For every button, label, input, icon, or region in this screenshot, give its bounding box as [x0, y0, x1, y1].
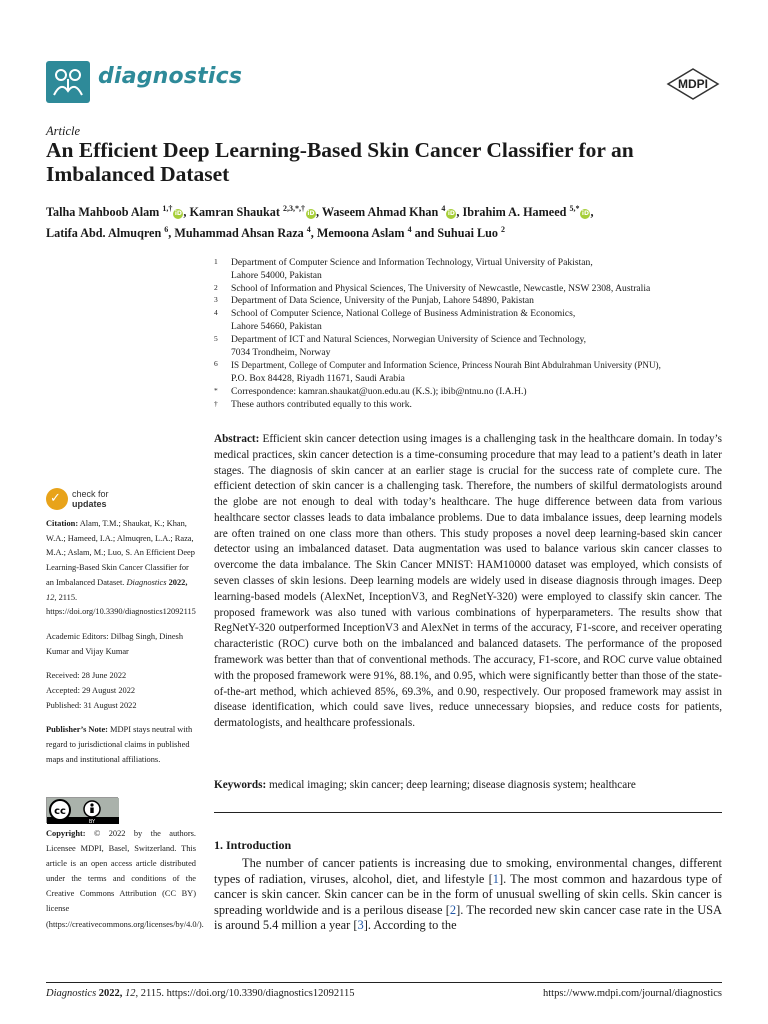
affiliation-mark: 4	[214, 308, 218, 318]
paragraph-text: ]. According to the	[363, 918, 457, 933]
affiliation-mark: *	[214, 385, 218, 395]
affiliation-item	[214, 295, 729, 308]
citation-volume: 12	[46, 592, 55, 602]
affiliation-text: School of Information and Physical Sciences, The University of Newcastle, Newcastle, NSW 2308, Australia	[231, 282, 651, 294]
copyright-block	[46, 826, 204, 932]
citation-block	[46, 517, 198, 620]
dates-block	[46, 669, 198, 713]
author-line-1: Talha Mahboob Alam $^{1,\dagger}$iD, Kamran Shaukat $^{2,3,*,\dagger}$iD, Waseem Ahmad Khan $^4$iD, Ibrahim A. Hameed $^{5,*}$iD,	[46, 204, 594, 220]
received-date: Received: 28 June 2022	[46, 671, 127, 681]
keywords-label: Keywords:	[214, 779, 267, 791]
affiliation-item	[214, 359, 729, 386]
affiliation-text: IS Department, College of Computer and Information Science, Princess Nourah Bint Abdulrahman University (PNU),	[231, 360, 661, 371]
author-name[interactable]: Suhuai Luo	[437, 226, 498, 241]
editors-block	[46, 630, 198, 659]
check-updates-label: updates	[72, 499, 107, 509]
author-name[interactable]: Waseem Ahmad Khan	[321, 205, 439, 220]
paragraph-text: ]. The recorded new skin cancer case rate in the USA is around 5.4 million a year [	[214, 902, 722, 933]
citation-doi[interactable]: , 2115. https://doi.org/10.3390/diagnostics12092115	[46, 592, 196, 617]
affiliation-text: P.O. Box 84428, Riyadh 11671, Saudi Arabia	[231, 373, 405, 385]
affiliation-mark: 3	[214, 295, 218, 305]
affiliation-text: Department of Computer Science and Information Technology, Virtual University of Pakistan,	[231, 257, 593, 268]
abstract-label: Abstract:	[214, 433, 260, 445]
affiliation-mark: 1	[214, 257, 218, 266]
footer-journal-url[interactable]: https://www.mdpi.com/journal/diagnostics	[543, 988, 722, 999]
published-date: Published: 31 August 2022	[46, 700, 137, 710]
paragraph-text: The number of cancer patients is increasing due to smoking, environmental changes, different types of radiation, viruses, alcohol, diet, and lifestyle [	[214, 856, 722, 886]
abstract	[214, 432, 722, 732]
section-heading: 1. Introduction	[214, 838, 292, 852]
svg-text:cc: cc	[54, 806, 66, 817]
orcid-icon[interactable]: iD	[581, 210, 589, 218]
author-name[interactable]: Muhammad Ahsan Raza	[174, 226, 304, 241]
footer-journal: Diagnostics	[46, 988, 97, 999]
editors-label: Academic Editors:	[46, 631, 109, 641]
author-name[interactable]: Latifa Abd. Almuqren	[46, 226, 162, 241]
paragraph-text: ]. The most common and hazardous type of cancer is skin cancer. Skin cancer can be in the form of unusual swelling of skin cells. Skin cancer is spreading worldwide and is a perilous disease [	[214, 871, 722, 917]
author-affiliation-mark: 4	[407, 225, 412, 235]
footer-divider	[46, 982, 722, 983]
keywords	[214, 778, 722, 793]
reference-link[interactable]: 3	[357, 918, 364, 933]
footer-year: 2022,	[96, 988, 126, 999]
author-name[interactable]: Memoona Aslam	[316, 226, 405, 241]
author-affiliation-mark: 5,*	[569, 204, 580, 213]
copyright-label: Copyright:	[46, 829, 86, 838]
affiliation-item	[214, 399, 729, 412]
footer-citation	[46, 988, 355, 999]
affiliations-list	[214, 257, 729, 412]
author-list	[46, 200, 726, 242]
citation-label: Citation:	[46, 519, 79, 528]
orcid-icon[interactable]: iD	[447, 210, 455, 218]
affiliation-item	[214, 257, 729, 283]
affiliation-item	[214, 308, 729, 334]
sidebar	[46, 517, 198, 778]
check-for-updates-button[interactable]	[46, 488, 156, 514]
author-name[interactable]: Talha Mahboob Alam	[46, 205, 160, 220]
author-affiliation-mark: 4	[306, 225, 311, 235]
author-name[interactable]: Kamran Shaukat	[189, 205, 280, 220]
svg-text:BY: BY	[88, 819, 96, 824]
keywords-text: medical imaging; skin cancer; deep learning; disease diagnosis system; healthcare	[266, 779, 636, 791]
author-name[interactable]: Ibrahim A. Hameed	[462, 205, 567, 220]
check-updates-label: check for	[72, 489, 109, 499]
publisher-note-text: MDPI stays neutral with regard to jurisdictional claims in published maps and institutional affiliations.	[46, 725, 193, 764]
author-affiliation-mark: 1,†	[162, 204, 173, 213]
citation-journal: Diagnostics	[126, 577, 167, 587]
author-affiliation-mark: 2,3,*,†	[282, 204, 305, 213]
author-affiliation-mark: 4	[441, 204, 446, 213]
editors-text: Dilbag Singh, Dinesh Kumar and Vijay Kumar	[46, 631, 184, 656]
paper-title: An Efficient Deep Learning-Based Skin Cancer Classifier for an Imbalanced Dataset	[46, 138, 634, 186]
correspondence-text[interactable]: Correspondence: kamran.shaukat@uon.edu.au (K.S.); ibib@ntnu.no (I.A.H.)	[231, 385, 527, 397]
affiliation-text: Lahore 54000, Pakistan	[231, 269, 322, 281]
citation-text: Alam, T.M.; Shaukat, K.; Khan, W.A.; Hameed, I.A.; Almuqren, L.A.; Raza, M.A.; Aslam, M.; Luo, S. An Efficient Deep Learning-Based Skin Cancer Classifier for an Imbalanced Dataset.	[46, 519, 195, 587]
citation-year: 2022,	[166, 577, 188, 587]
author-affiliation-mark: 6	[164, 225, 169, 235]
reference-link[interactable]: 2	[449, 902, 457, 917]
section-divider	[214, 812, 722, 813]
footer-doi[interactable]: , 2115. https://doi.org/10.3390/diagnostics12092115	[135, 988, 355, 999]
publisher-logo-text: MDPI	[678, 77, 708, 91]
accepted-date: Accepted: 29 August 2022	[46, 686, 136, 696]
mdpi-logo-icon	[666, 68, 720, 100]
affiliation-text: School of Computer Science, National College of Business Administration & Economics,	[231, 308, 576, 320]
copyright-text: © 2022 by the authors. Licensee MDPI, Basel, Switzerland. This article is an open access article distributed under the terms and conditions of the Creative Commons Attribution (CC BY) license (https://creativecommons.org/licenses/by/4.0/).	[46, 829, 204, 929]
affiliation-text: Department of ICT and Natural Sciences, Norwegian University of Science and Technology,	[231, 333, 587, 345]
affiliation-mark: 5	[214, 333, 218, 343]
affiliation-item	[214, 283, 729, 296]
affiliation-text: Lahore 54660, Pakistan	[231, 320, 322, 332]
footer-volume: 12	[125, 988, 136, 999]
affiliation-item	[214, 386, 729, 399]
affiliation-mark: 6	[214, 359, 218, 369]
reference-link[interactable]: 1	[492, 871, 499, 886]
orcid-icon[interactable]: iD	[174, 210, 182, 218]
author-line-2: Latifa Abd. Almuqren $^6$, Muhammad Ahsan Raza $^4$, Memoona Aslam $^4$ and Suhuai Luo $^2$	[46, 225, 506, 241]
checkmark-icon: ✓	[50, 491, 61, 506]
affiliation-text: Department of Data Science, University of the Punjab, Lahore 54890, Pakistan	[231, 295, 534, 307]
orcid-icon[interactable]: iD	[307, 210, 315, 218]
affiliation-mark: 2	[214, 282, 218, 292]
publisher-note-label: Publisher’s Note:	[46, 725, 108, 735]
affiliation-mark: †	[214, 398, 218, 408]
journal-logo-icon	[46, 61, 90, 103]
introduction-paragraph	[214, 856, 722, 934]
article-type: Article	[46, 124, 81, 138]
affiliation-text: 7034 Trondheim, Norway	[231, 346, 331, 358]
abstract-text: Efficient skin cancer detection using images is a challenging task in the healthcare domain. In today’s medical practices, skin cancer detection is a time-consuming procedure that may lead to a patient’s death in later stages. The diagnosis of skin cancer at an earlier stage is crucial for the success rate of complete cure. The efficient detection of skin cancer is a challenging task. Therefore, the numbers of skilful dermatologists around the globe are not enough to deal with today’s healthcare. The huge difference between data from various healthcare sector classes leads to data imbalance problems. Due to data imbalance issues, deep learning models are often trained on one class more than others. This study proposes a novel deep learning-based skin cancer detector using an imbalanced dataset. Data augmentation was used to balance various skin cancer classes to overcome the data imbalance. The Skin Cancer MNIST: HAM10000 dataset was employed, which consists of seven classes of skin lesions. Deep learning models are widely used in disease diagnosis through images. Deep learning-based models (AlexNet, InceptionV3, and RegNetY-320) were employed to classify skin cancer. The proposed framework was also tuned with various combinations of hyperparameters. The results show that RegNetY-320 outperformed InceptionV3 and AlexNet in terms of the accuracy, F1-score, and receiver operating characteristic (ROC) curve both on the imbalanced and balanced datasets. The performance of the proposed framework was better than that of conventional methods. The accuracy, F1-score, and ROC curve value obtained with the proposed framework were 91%, 88.1%, and 0.95, which were significantly better than those of the state-of-the-art method, which achieved 85%, 69.3%, and 0.90, respectively. Our proposed framework may assist in disease identification, which could save lives, reduce unnecessary biopsies, and reduce costs for patients, dermatologists, and healthcare professionals.	[214, 433, 722, 730]
publisher-note-block	[46, 723, 198, 767]
affiliation-text: These authors contributed equally to this work.	[231, 398, 412, 410]
affiliation-item	[214, 334, 729, 360]
author-affiliation-mark: 2	[501, 225, 506, 235]
cc-by-badge-icon[interactable]	[46, 797, 118, 823]
journal-name: diagnostics	[98, 64, 243, 89]
